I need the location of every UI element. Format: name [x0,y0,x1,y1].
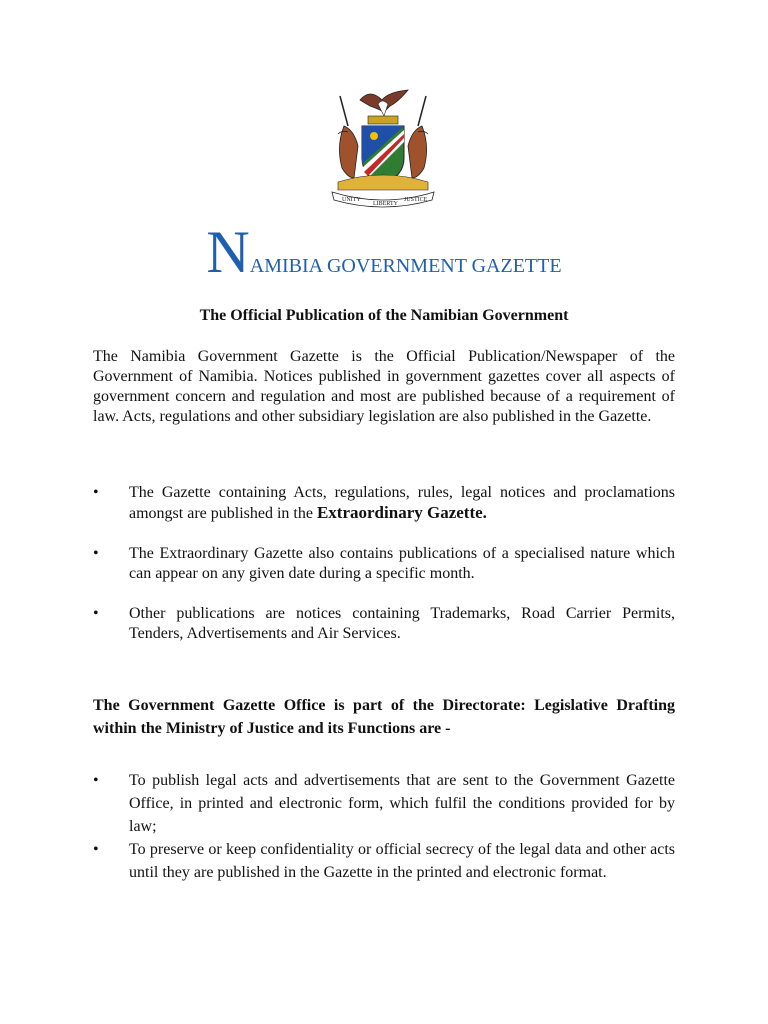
list-item [93,544,675,584]
bullet-icon: • [93,484,99,501]
list-item [93,604,675,644]
oryx-right-icon [408,96,428,178]
bullet-icon: • [93,605,99,622]
list-item-emphasis: Extraordinary Gazette. [316,503,487,522]
subtitle: The Official Publication of the Namibian Government [199,307,569,324]
list-item [93,838,675,884]
motto-word: LIBERTY [373,201,398,207]
list-item [93,769,675,838]
title-rest: AMIBIA GOVERNMENT GAZETTE [249,255,562,277]
bullet-icon: • [93,545,99,562]
functions-list [93,769,675,884]
list-item-text: To preserve or keep confidentiality or official secrecy of the legal data and other acts until they are published in the Gazette in the printed and electronic format. [129,841,675,881]
list-item-text: Other publications are notices containing Trademarks, Road Carrier Permits, Tenders, Advertisements and Air Services. [129,605,675,642]
section-heading: The Government Gazette Office is part of the Directorate: Legislative Drafting within the Ministry of Justice and its Functions are - [93,697,675,737]
list-item [93,483,675,524]
title-initial: N [206,219,250,285]
list-item-text: To publish legal acts and advertisements that are sent to the Government Gazette Office, in printed and electronic form, which fulfil the conditions provided for by law; [129,772,675,835]
eagle-icon [360,90,408,116]
motto-word: JUSTICE [404,197,428,203]
bullet-icon: • [93,772,99,789]
list-item-text: The Extraordinary Gazette also contains publications of a specialised nature which can appear on any given date during a specific month. [129,545,675,582]
bullet-icon: • [93,841,99,858]
page-title [0,219,768,285]
publications-list [93,483,675,664]
intro-paragraph: The Namibia Government Gazette is the Official Publication/Newspaper of the Government of Namibia. Notices published in government gazettes cover all aspects of government concern and regulation and most are published because of a requirement of law. Acts, regulations and other subsidiary legislation are also published in the Gazette. [93,348,675,425]
list-item-text: The Gazette containing Acts, regulations, rules, legal notices and proclamations amongst are published in the [129,484,675,522]
oryx-left-icon [338,96,358,178]
motto-word: UNITY [342,197,361,203]
namibia-coat-of-arms [318,86,448,208]
